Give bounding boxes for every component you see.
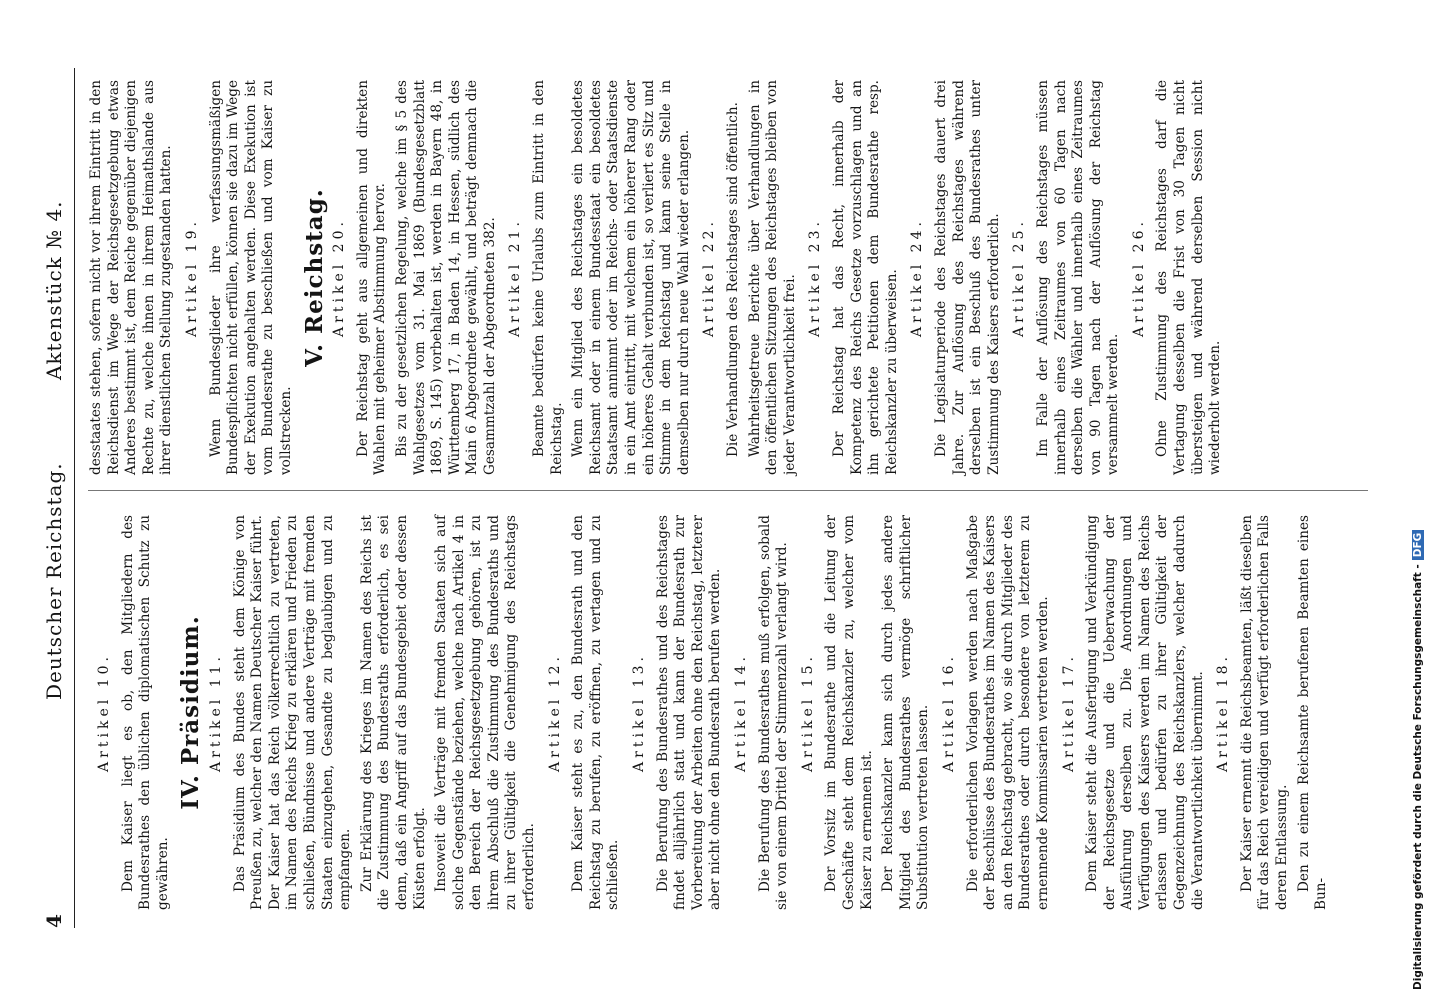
page-number: 4: [42, 914, 66, 928]
paragraph: Die erforderlichen Vorlagen werden nach Maßgabe der Beschlüsse des Bundesrathes im Namen des Kaisers an den Reichstag gebracht, wo sie durch Mitglieder des Bundesrathes oder durch besondere von letzterem zu ernennende Kommissarien vertreten werden.: [964, 515, 1051, 910]
paragraph: Die Legislaturperiode des Reichstages dauert drei Jahre. Zur Auflösung des Reichstages während derselben ist ein Beschluß des Bundesrathes unter Zustimmung des Kaisers erforderlich.: [932, 80, 1002, 475]
paragraph: Das Präsidium des Bundes steht dem Könige von Preußen zu, welcher den Namen Deutscher Kaiser führt. Der Kaiser hat das Reich völkerrechtlich zu vertreten, im Namen des Reichs Krieg zu erklären und Frieden zu schließen, Bündnisse und andere Verträge mit fremden Staaten einzugehen, Gesandte zu beglaubigen und zu empfangen.: [231, 515, 354, 910]
paragraph: desstaates stehen, sofern nicht vor ihrem Eintritt in den Reichsdienst im Wege der Reichsgesetzgebung etwas Anderes bestimmt ist, dem Reiche gegenüber diejenigen Rechte zu, welche ihnen in ihrem Heimathslande aus ihrer dienstlichen Stellung zugestanden hatten.: [88, 80, 175, 475]
digitization-credit: [1404, 0, 1432, 1000]
paragraph: Wenn Bundesglieder ihre verfassungsmäßigen Bundespflichten nicht erfüllen, können sie dazu im Wege der Exekution angehalten werden. Diese Exekution ist vom Bundesrathe zu beschließen und vom Kaiser zu vollstrecken.: [207, 80, 294, 475]
article-heading: Artikel 24.: [909, 218, 926, 337]
article-heading: Artikel 14.: [733, 653, 749, 772]
article-heading: Artikel 25.: [1011, 218, 1028, 337]
paragraph: Die Berufung des Bundesrathes muß erfolgen, sobald sie von einem Drittel der Stimmenzahl verlangt wird.: [756, 515, 791, 910]
paragraph: Der Reichstag geht aus allgemeinen und direkten Wahlen mit geheimer Abstimmung hervor.: [354, 80, 389, 475]
paragraph: Zur Erklärung des Krieges im Namen des Reichs ist die Zustimmung des Bundesraths erforderlich, es sei denn, daß ein Angriff auf das Bundesgebiet oder dessen Küsten erfolgt.: [358, 515, 428, 910]
paragraph: Der Reichstag hat das Recht, innerhalb der Kompetenz des Reichs Gesetze vorzuschlagen und an ihn gerichtete Petitionen dem Bundesrathe resp. Reichskanzler zu überweisen.: [830, 80, 900, 475]
paragraph: Den zu einem Reichsamte berufenen Beamten eines Bun-: [1295, 515, 1330, 910]
paragraph: Dem Kaiser steht es zu, den Bundesrath und den Reichstag zu berufen, zu eröffnen, zu vertagen und zu schließen.: [570, 515, 622, 910]
paragraph: Wenn ein Mitglied des Reichstages ein besoldetes Reichsamt oder in einem Bundesstaat ein besoldetes Staatsamt annimmt oder im Reichs- oder Staatsdienste in ein Amt eintritt, mit welchem ein höherer Rang oder ein höheres Gehalt verbunden ist, so verliert es Sitz und Stimme in dem Reichstag und kann seine Stelle in demselben nur durch neue Wahl wieder erlangen.: [570, 80, 692, 475]
article-heading: Artikel 12.: [546, 653, 563, 772]
paragraph: Die Berufung des Bundesrathes und des Reichstages findet alljährlich statt und kann der Bundesrath zur Vorbereitung der Arbeiten ohne den Reichstag, letzterer aber nicht ohne den Bundesrath berufen werden.: [654, 515, 724, 910]
article-heading: Artikel 21.: [507, 218, 524, 337]
article-heading: Artikel 11.: [207, 653, 224, 772]
paragraph: Der Reichskanzler kann sich durch jedes andere Mitglied des Bundesrathes vermöge schriftlicher Substitution vertreten lassen.: [880, 515, 932, 910]
right-column: [88, 80, 1229, 475]
paragraph: Dem Kaiser steht die Ausfertigung und Verkündigung der Reichsgesetze und die Ueberwachung der Ausführung derselben zu. Die Anordnungen und Verfügungen des Kaisers werden im Namen des Reichs erlassen und bedürfen zu ihrer Gültigkeit der Gegenzeichnung des Reichskanzlers, welcher dadurch die Verantwortlichkeit übernimmt.: [1084, 515, 1206, 910]
page-header: [42, 0, 82, 1000]
paragraph: Im Falle der Auflösung des Reichstages müssen innerhalb eines Zeitraumes von 60 Tagen nach derselben die Wähler und innerhalb eines Zeitraumes von 90 Tagen nach der Auflösung der Reichstag versammelt werden.: [1034, 80, 1122, 475]
paragraph: Wahrheitsgetreue Berichte über Verhandlungen in den öffentlichen Sitzungen des Reichstages bleiben von jeder Verantwortlichkeit frei.: [746, 80, 798, 475]
article-heading: Artikel 13.: [631, 653, 648, 772]
article-heading: Artikel 15.: [799, 653, 816, 772]
column-divider: [88, 490, 1368, 491]
paragraph: Beamte bedürfen keine Urlaubs zum Eintritt in den Reichstag.: [531, 80, 565, 475]
paragraph: Dem Kaiser liegt es ob, den Mitgliedern des Bundesrathes den üblichen diplomatischen Schutz zu gewähren.: [119, 515, 171, 910]
page-title: Deutscher Reichstag.: [42, 462, 66, 700]
article-heading: Artikel 26.: [1130, 218, 1147, 337]
article-heading: Artikel 23.: [807, 218, 824, 337]
paragraph: Der Kaiser ernennt die Reichsbeamten, läßt dieselben für das Reich vereidigen und verfügt erforderlichen Falls deren Entlassung.: [1238, 515, 1291, 910]
dfg-logo: DFG: [1412, 530, 1424, 561]
article-heading: Artikel 22.: [701, 218, 718, 337]
header-rule: [74, 68, 75, 928]
article-heading: Artikel 10.: [96, 653, 112, 772]
paragraph: Bis zu der gesetzlichen Regelung, welche im § 5 des Wahlgesetzes vom 31. Mai 1869 (Bundesgesetzblatt 1869, S. 145) vorbehalten ist, werden in Bayern 48, in Württemberg 17, in Baden 14, in Hessen, südlich des Main 6 Abgeordnete gewählt, und beträgt demnach die Gesammtzahl der Abgeordneten 382.: [393, 80, 498, 475]
section-heading: IV. Präsidium.: [177, 615, 205, 810]
article-heading: Artikel 18.: [1215, 653, 1232, 772]
section-heading: V. Reichstag.: [300, 188, 328, 367]
article-heading: Artikel 16.: [940, 653, 957, 772]
article-heading: Artikel 20.: [331, 218, 348, 337]
article-heading: Artikel 19.: [183, 218, 200, 337]
document-piece-label: Aktenstück № 4.: [42, 200, 66, 380]
article-heading: Artikel 17.: [1060, 653, 1077, 772]
left-column: [88, 515, 1335, 910]
paragraph: Ohne Zustimmung des Reichstages darf die Vertagung desselben die Frist von 30 Tagen nicht übersteigen und während derselben Session nicht wiederholt werden.: [1154, 80, 1224, 475]
paragraph: Der Vorsitz im Bundesrathe und die Leitung der Geschäfte steht dem Reichskanzler zu, welcher vom Kaiser zu ernennen ist.: [823, 515, 875, 910]
credit-text: Digitalisierung gefördert durch die Deutsche Forschungsgemeinschaft -: [1412, 564, 1424, 990]
paragraph: Die Verhandlungen des Reichstages sind öffentlich.: [725, 102, 741, 457]
paragraph: Insoweit die Verträge mit fremden Staaten sich auf solche Gegenstände beziehen, welche nach Artikel 4 in den Bereich der Reichsgesetzgebung gehören, ist zu ihrem Abschluß die Zustimmung des Bundesraths und zu ihrer Gültigkeit die Genehmigung des Reichstags erforderlich.: [433, 515, 538, 910]
